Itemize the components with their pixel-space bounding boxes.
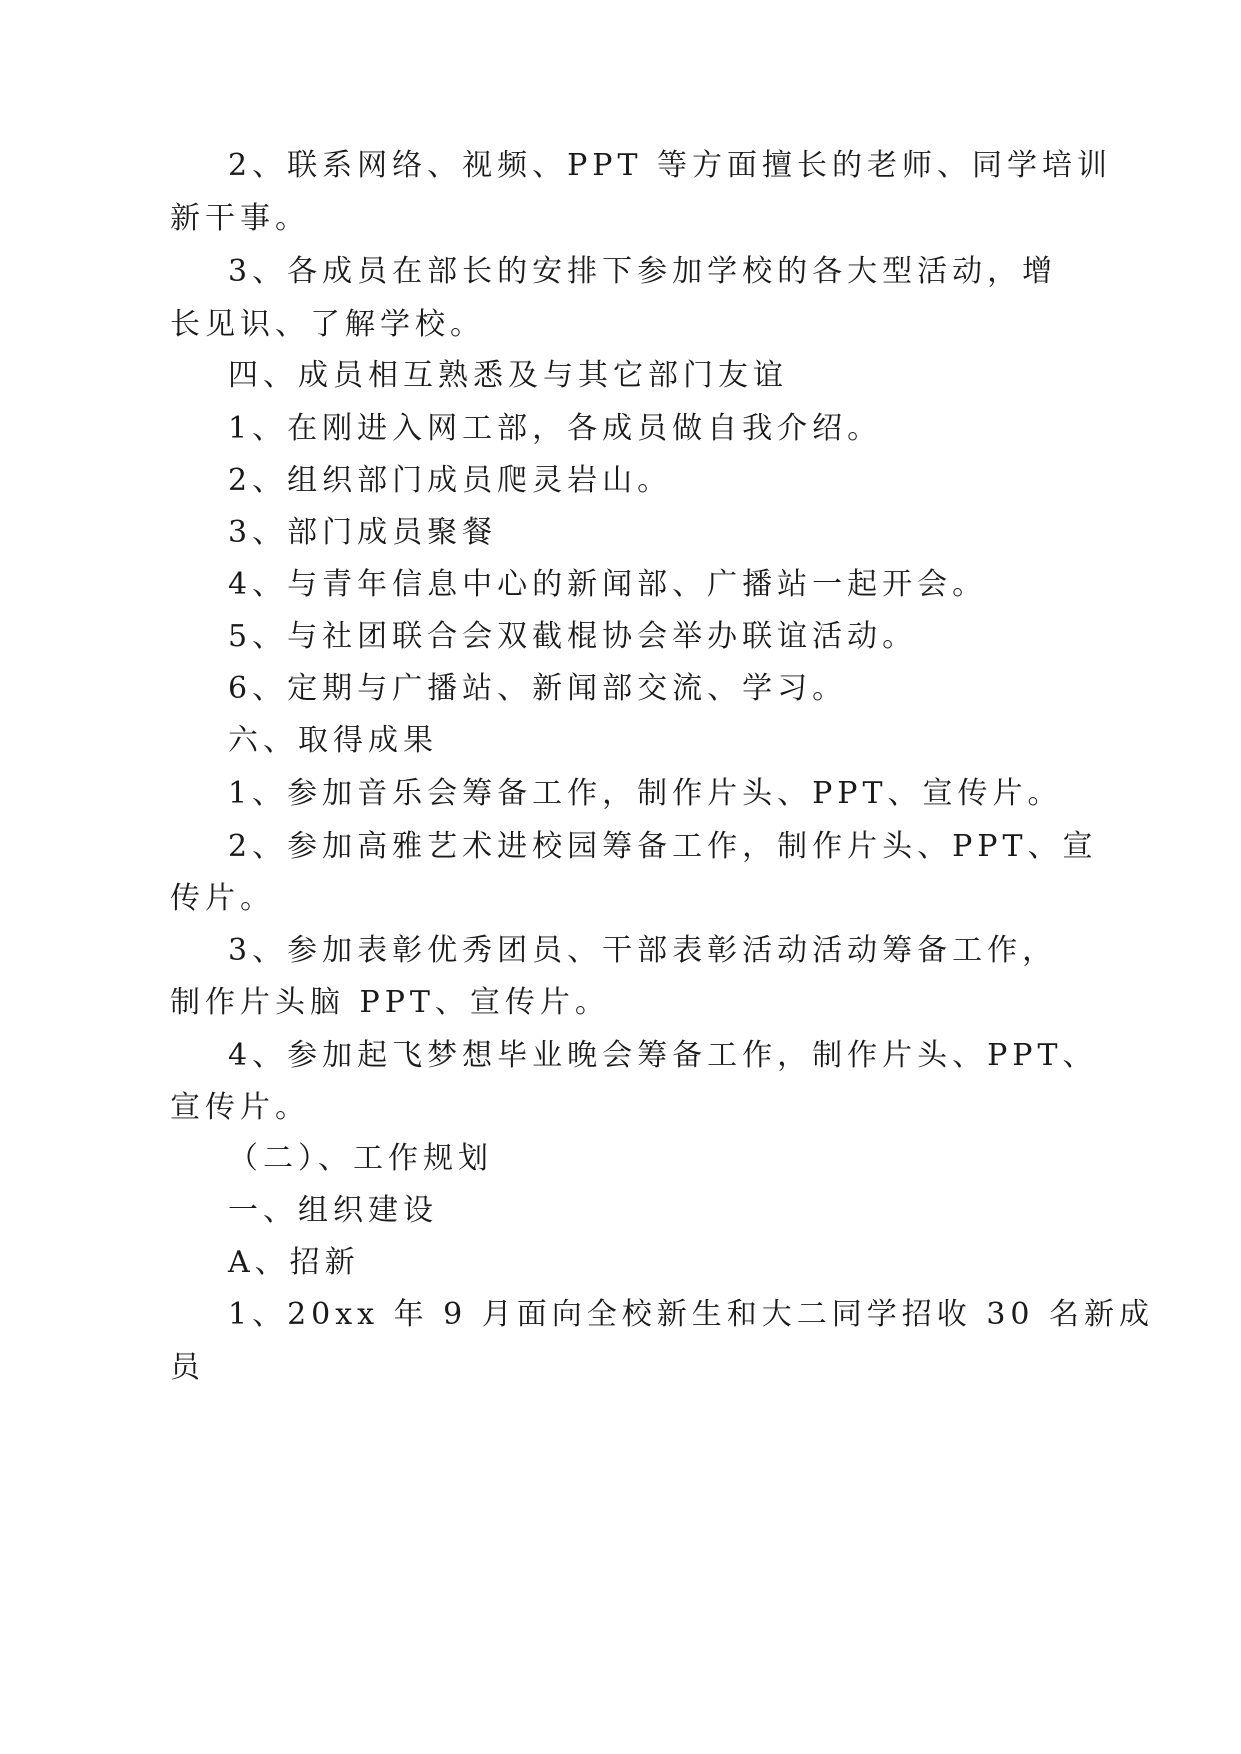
paragraph-line: 长见识、了解学校。 [170, 307, 485, 342]
paragraph-line: 3、部门成员聚餐 [228, 515, 498, 550]
paragraph-line: 2、联系网络、视频、PPT 等方面擅长的老师、同学培训 [228, 148, 1113, 183]
section-heading: 四、成员相互熟悉及与其它部门友谊 [228, 358, 788, 393]
paragraph-line: 4、参加起飞梦想毕业晚会筹备工作，制作片头、PPT、 [228, 1038, 1098, 1073]
paragraph-line: 员 [170, 1350, 205, 1385]
paragraph-line: 传片。 [170, 881, 275, 916]
paragraph-line: 宣传片。 [170, 1090, 310, 1125]
paragraph-line: 2、参加高雅艺术进校园筹备工作，制作片头、PPT、宣 [228, 829, 1098, 864]
paragraph-line: 3、各成员在部长的安排下参加学校的各大型活动，增 [228, 254, 1058, 289]
section-heading: （二）、工作规划 [228, 1141, 493, 1176]
paragraph-line: 2、组织部门成员爬灵岩山。 [228, 463, 673, 498]
paragraph-line: 1、参加音乐会筹备工作，制作片头、PPT、宣传片。 [228, 776, 1063, 811]
paragraph-line: 新干事。 [170, 201, 310, 236]
paragraph-line: 5、与社团联合会双截棍协会举办联谊活动。 [228, 619, 918, 654]
paragraph-line: 1、在刚进入网工部，各成员做自我介绍。 [228, 411, 883, 446]
subsection-heading: A、招新 [228, 1245, 360, 1280]
paragraph-line: 4、与青年信息中心的新闻部、广播站一起开会。 [228, 567, 988, 602]
paragraph-line: 6、定期与广播站、新闻部交流、学习。 [228, 671, 848, 706]
paragraph-line: 制作片头脑 PPT、宣传片。 [170, 985, 610, 1020]
section-heading: 一、组织建设 [228, 1193, 438, 1228]
paragraph-line: 3、参加表彰优秀团员、干部表彰活动活动筹备工作， [228, 933, 1058, 968]
paragraph-line: 1、20xx 年 9 月面向全校新生和大二同学招收 30 名新成 [228, 1297, 1155, 1332]
section-heading: 六、取得成果 [228, 723, 438, 758]
